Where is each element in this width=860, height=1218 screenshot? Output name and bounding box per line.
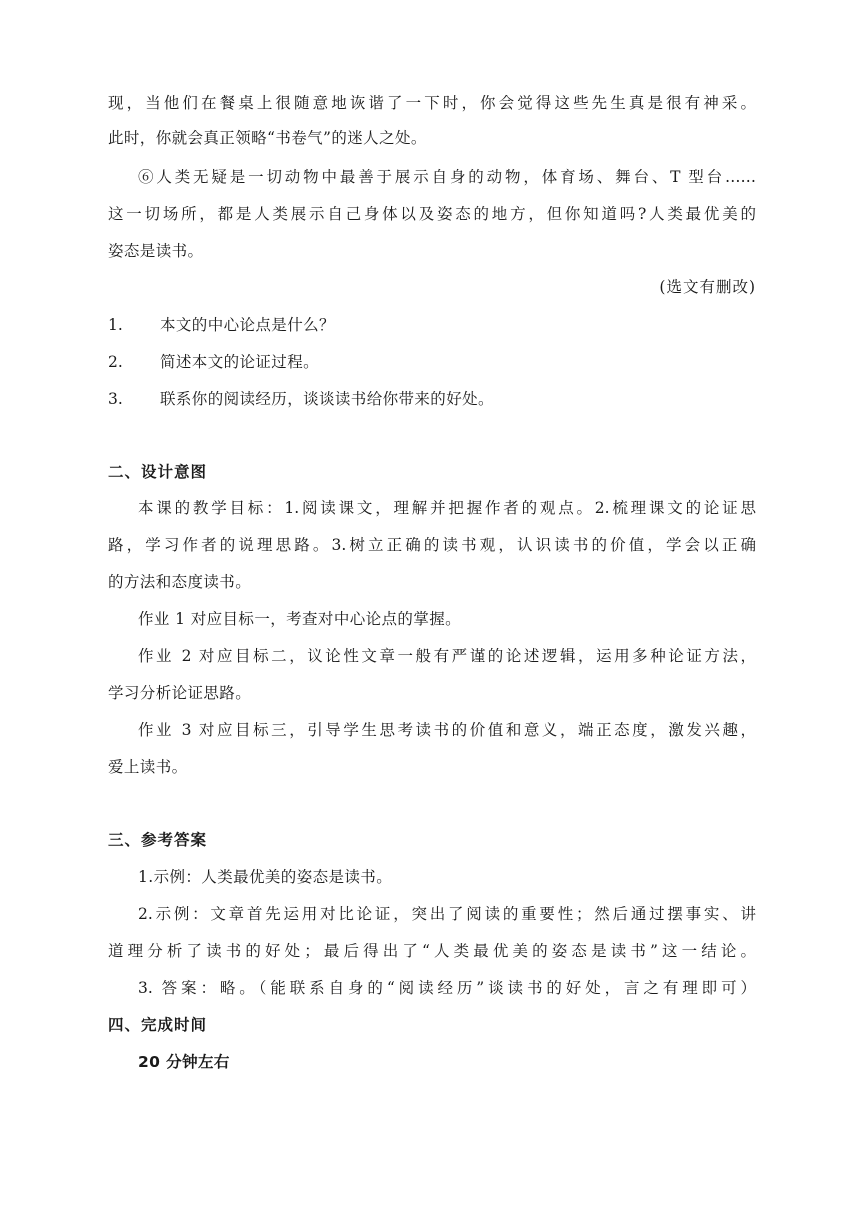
- answer-3: 3. 答案：略。（能联系自身的“阅读经历”谈读书的好处，言之有理即可）: [138, 979, 756, 997]
- section-heading-completion-time: 四、完成时间: [108, 1016, 208, 1034]
- design-goal-line: 本课的教学目标：1.阅读课文，理解并把握作者的观点。2.梳理课文的论证思: [138, 499, 756, 517]
- question-number: 2.: [108, 353, 123, 371]
- question-number: 1.: [108, 316, 123, 334]
- design-goal-line: 的方法和态度读书。: [108, 573, 252, 591]
- passage-paragraph-6-line: 这一切场所，都是人类展示自己身体以及姿态的地方，但你知道吗?人类最优美的: [108, 205, 756, 223]
- section-heading-design-intent: 二、设计意图: [108, 463, 208, 481]
- source-note: (选文有删改): [659, 278, 756, 296]
- question-number: 3.: [108, 390, 123, 408]
- question-text: 本文的中心论点是什么？: [160, 316, 335, 334]
- passage-line: 现，当他们在餐桌上很随意地诙谐了一下时，你会觉得这些先生真是很有神采。: [108, 94, 756, 112]
- design-goal-line: 路，学习作者的说理思路。3.树立正确的读书观，认识读书的价值，学会以正确: [108, 536, 756, 554]
- passage-paragraph-6-line: 姿态是读书。: [108, 242, 204, 260]
- question-text: 联系你的阅读经历，谈谈读书给你带来的好处。: [160, 390, 494, 408]
- homework-3-intent-line: 作业 3 对应目标三，引导学生思考读书的价值和意义，端正态度，激发兴趣，: [138, 721, 756, 739]
- homework-3-intent-line: 爱上读书。: [108, 758, 188, 776]
- answer-2-line: 道理分析了读书的好处；最后得出了“人类最优美的姿态是读书”这一结论。: [108, 942, 756, 960]
- section-heading-reference-answers: 三、参考答案: [108, 831, 208, 849]
- passage-paragraph-6-line: ⑥人类无疑是一切动物中最善于展示自身的动物，体育场、舞台、T 型台……: [138, 168, 756, 186]
- completion-time-value: 20 分钟左右: [138, 1053, 230, 1071]
- homework-2-intent-line: 学习分析论证思路。: [108, 684, 252, 702]
- question-text: 简述本文的论证过程。: [160, 353, 320, 371]
- passage-line: 此时，你就会真正领略“书卷气”的迷人之处。: [108, 129, 427, 147]
- answer-1: 1.示例：人类最优美的姿态是读书。: [138, 868, 393, 886]
- homework-2-intent-line: 作业 2 对应目标二，议论性文章一般有严谨的论述逻辑，运用多种论证方法，: [138, 647, 756, 665]
- answer-2-line: 2.示例：文章首先运用对比论证，突出了阅读的重要性；然后通过摆事实、讲: [138, 905, 756, 923]
- homework-1-intent: 作业 1 对应目标一，考查对中心论点的掌握。: [138, 610, 462, 628]
